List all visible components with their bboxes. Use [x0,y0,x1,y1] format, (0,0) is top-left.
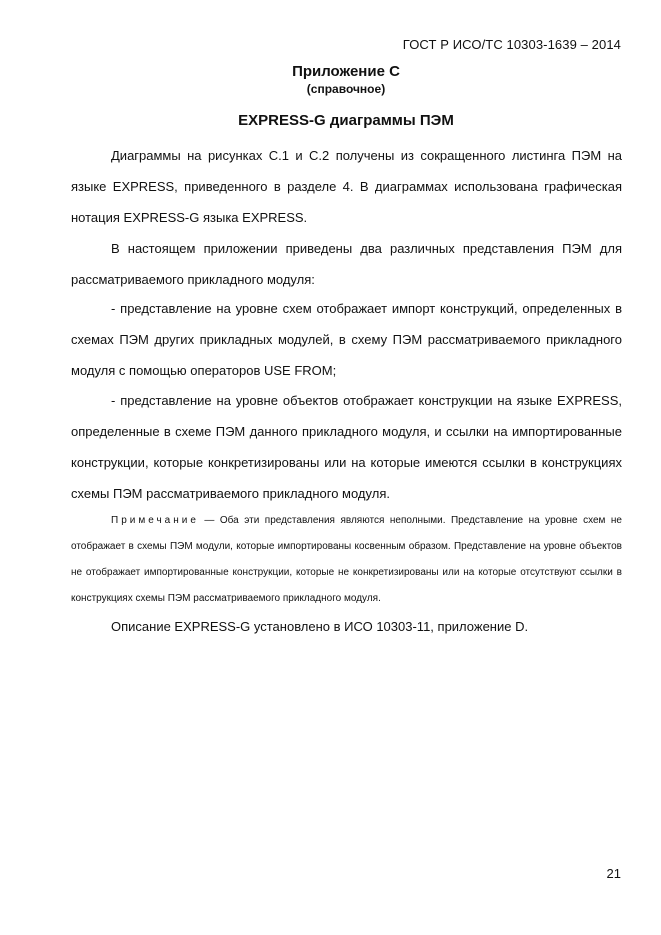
body-paragraph-3-block [71,293,622,386]
note-label: Примечание [111,515,199,526]
appendix-title: Приложение С [292,63,400,80]
body-paragraph: Диаграммы на рисунках С.1 и С.2 получены из сокращенного листинга ПЭМ на языке EXPRESS, приведенного в разделе 4. В диаграммах использована графическая нотация EXPRESS-G языка EXPRESS. [71,148,622,225]
appendix-subtitle: (справочное) [306,82,386,96]
final-paragraph: Описание EXPRESS-G установлено в ИСО 10303-11, приложение D. [111,619,529,634]
page-number: 21 [606,866,621,881]
standard-code: ГОСТ Р ИСО/ТС 10303-1639 – 2014 [402,37,621,52]
note-text: Оба эти представления являются неполными. Представление на уровне схем не отображает в схемы ПЭМ модули, которые импортированы косвенным образом. Представление на уровне объектов не отображает импортированные конструкции, которые не конкретизированы или на которые отсутствуют ссылки в конструкциях схемы ПЭМ рассматриваемого прикладного модуля. [71,515,622,604]
body-paragraph-1-block [71,140,622,233]
body-paragraph: В настоящем приложении приведены два различных представления ПЭМ для рассматриваемого прикладного модуля: [71,241,622,287]
list-item-object-level: - представление на уровне объектов отображает конструкции на языке EXPRESS, определенные в схеме ПЭМ данного прикладного модуля, и ссылки на импортированные конструкции, которые конкретизированы или на которые имеются ссылки в конструкциях схемы ПЭМ рассматриваемого прикладного модуля. [71,393,622,501]
note-dash: — [204,515,215,526]
body-paragraph-2-block [71,233,622,295]
note-block [71,508,622,612]
section-title: EXPRESS-G диаграммы ПЭМ [238,112,454,129]
body-paragraph-4-block [71,385,622,509]
list-item-schema-level: - представление на уровне схем отображает импорт конструкций, определенных в схемах ПЭМ других прикладных модулей, в схему ПЭМ рассматриваемого прикладного модуля с помощью операторов USE FROM; [71,301,622,378]
